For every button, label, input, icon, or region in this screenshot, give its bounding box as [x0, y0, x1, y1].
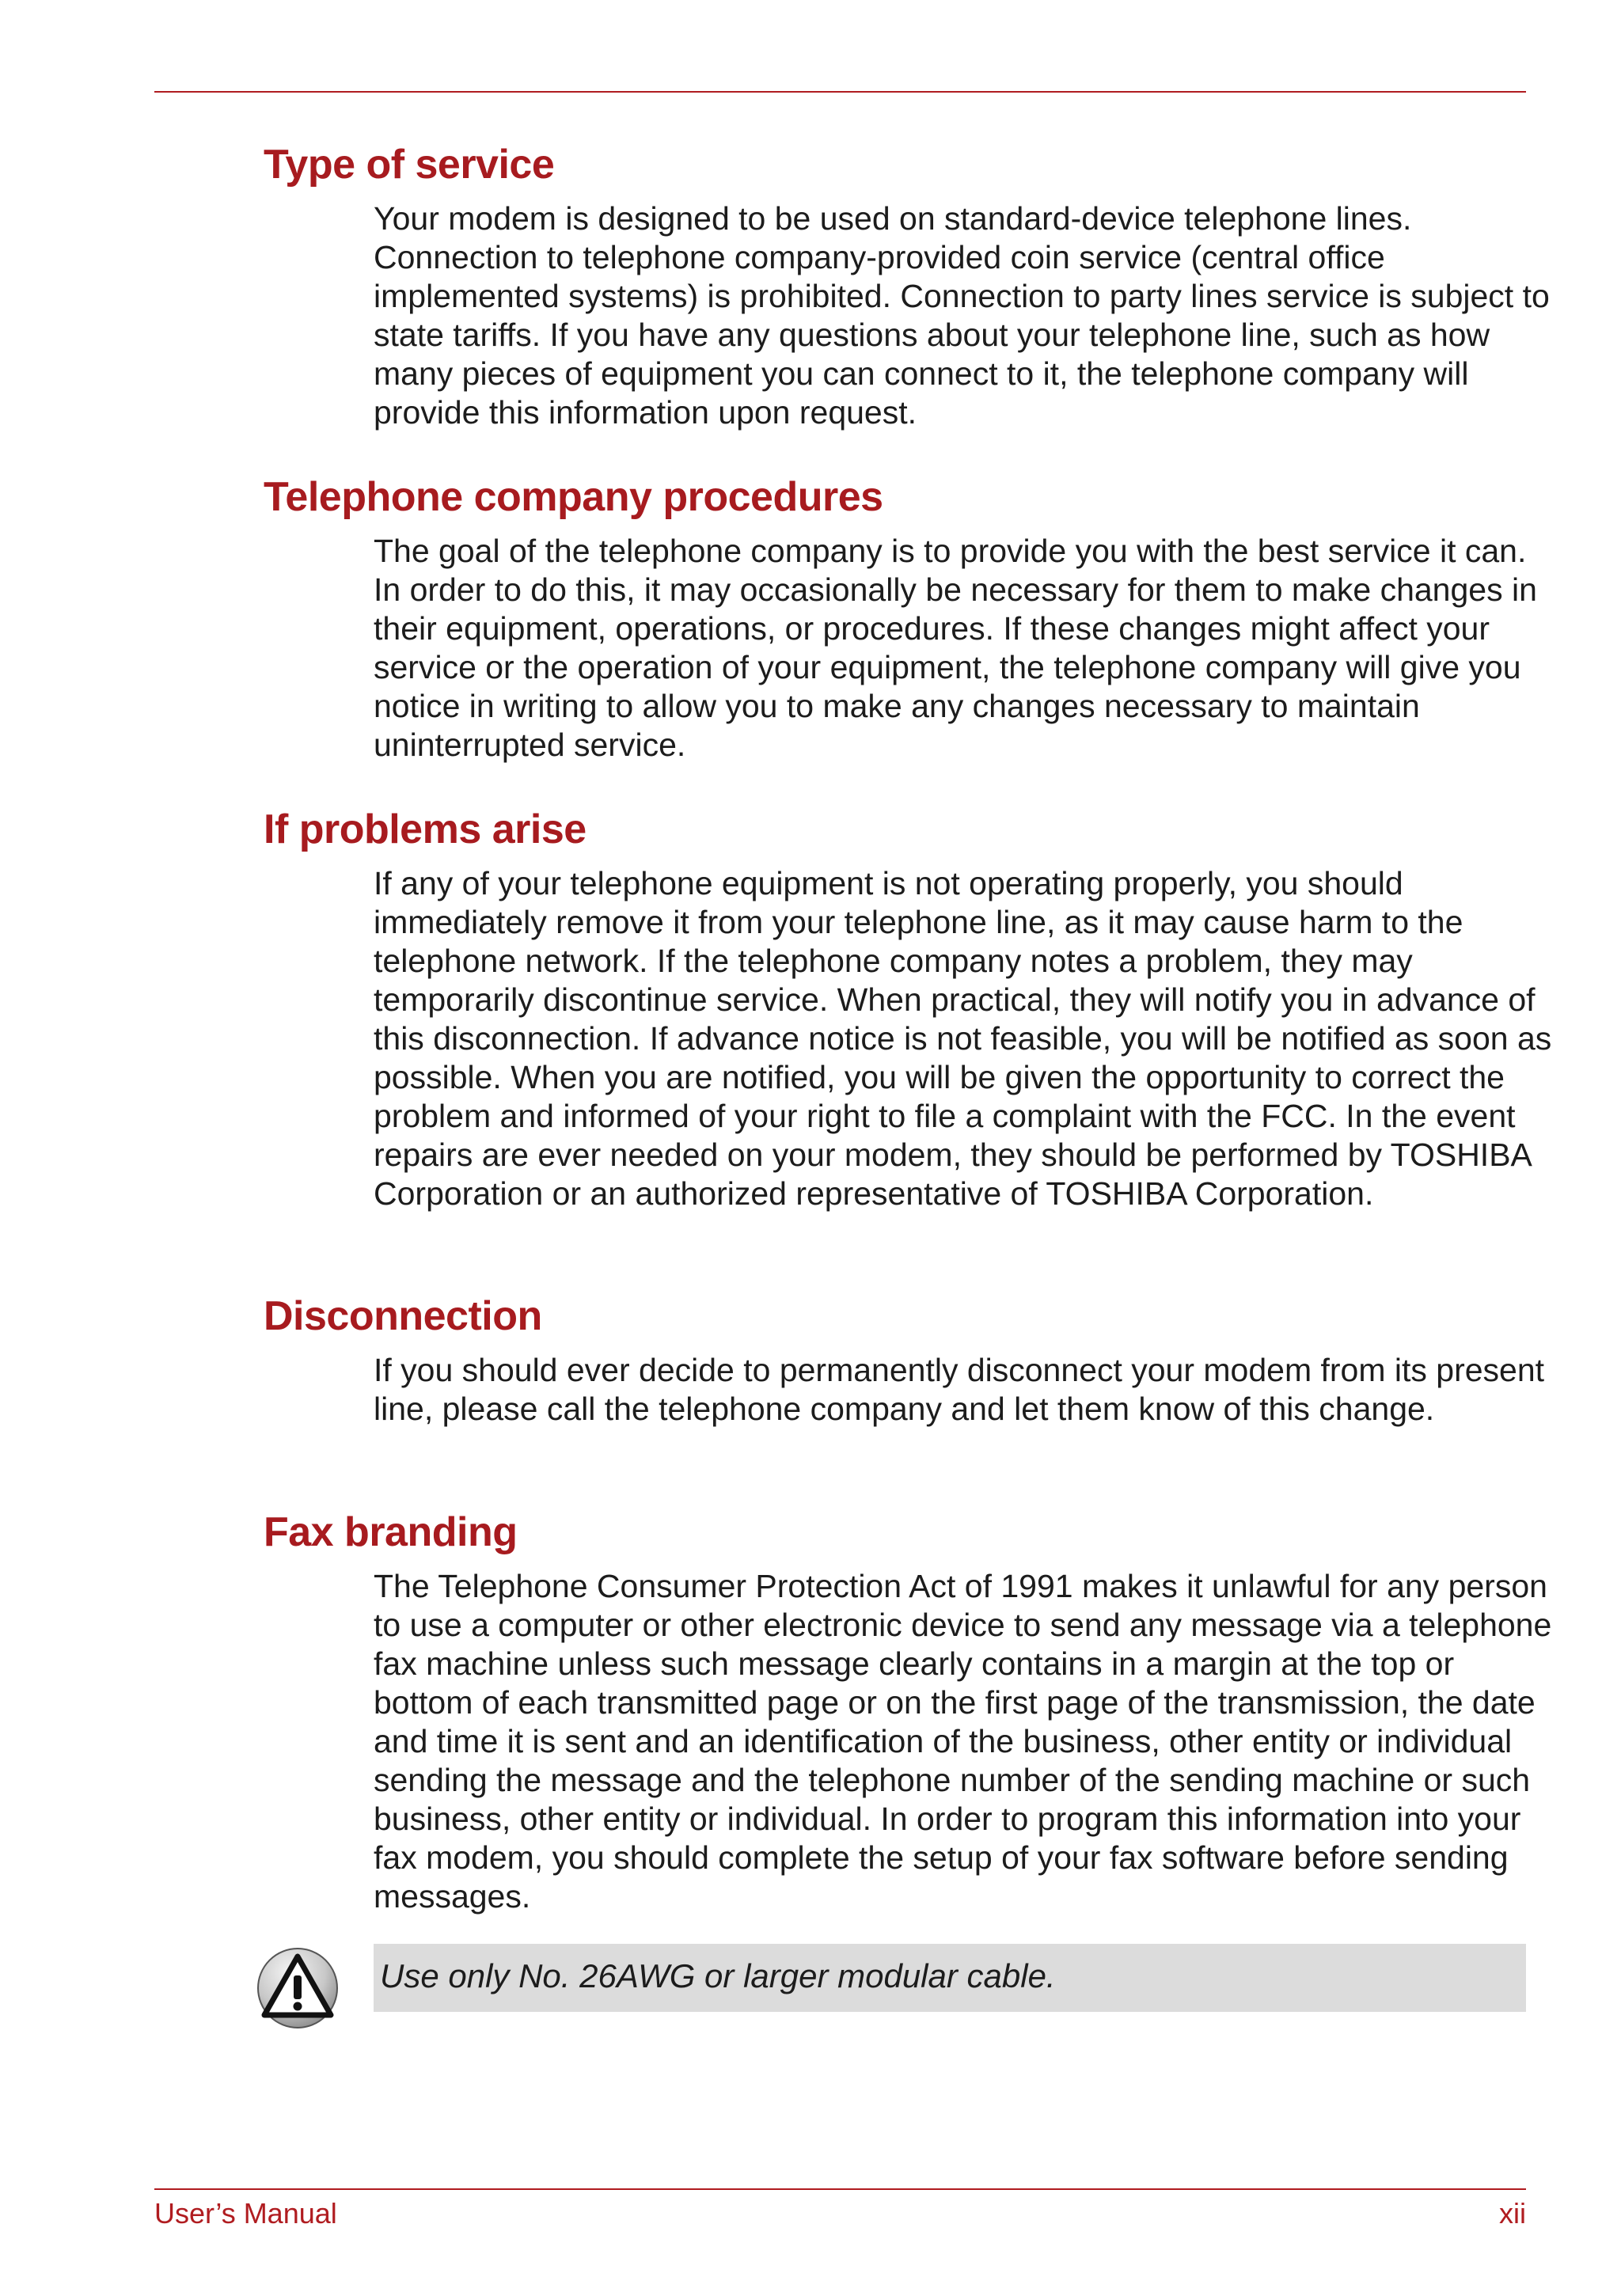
section-telephone-company-procedures — [264, 473, 1537, 765]
section-body: The goal of the telephone company is to provide you with the best service it can. In order to do this, it may occasionally be necessary for them to make changes in their equipment, operations, or procedures. If these changes might affect your service or the operation of your equipment, the telephone company will give you notice in writing to allow you to make any changes necessary to maintain uninterrupted service. — [374, 533, 1537, 763]
section-heading: Type of service — [264, 142, 555, 188]
section-type-of-service — [264, 141, 1550, 432]
footer-rule — [154, 2188, 1526, 2190]
section-if-problems-arise — [264, 806, 1552, 1213]
section-fax-branding — [264, 1509, 1552, 1916]
section-disconnection — [264, 1292, 1545, 1429]
section-heading: If problems arise — [264, 806, 587, 852]
section-body: The Telephone Consumer Protection Act of 1991 makes it unlawful for any person to use a computer or other electronic device to send any message via a telephone fax machine unless such message clearly contains in a margin at the top or bottom of each transmitted page or on the first page of the transmission, the date and time it is sent and an identification of the business, other entity or individual sending the message and the telephone number of the sending machine or such business, other entity or individual. In order to program this information into your fax modem, you should complete the setup of your fax software before sending messages. — [374, 1568, 1552, 1915]
section-body: If any of your telephone equipment is not operating properly, you should immediately remove it from your telephone line, as it may cause harm to the telephone network. If the telephone company notes a problem, they may temporarily discontinue service. When practical, they will notify you in advance of this disconnection. If advance notice is not feasible, you will be notified as soon as possible. When you are notified, you will be given the opportunity to correct the problem and informed of your right to file a complaint with the FCC. In the event repairs are ever needed on your modem, they should be performed by TOSHIBA Corporation or an authorized representative of TOSHIBA Corporation. — [374, 865, 1552, 1212]
section-body: If you should ever decide to permanently disconnect your modem from its present line, please call the telephone company and let them know of this change. — [374, 1352, 1545, 1427]
caution-note — [374, 1944, 1526, 2012]
footer-page-number: xii — [1499, 2197, 1526, 2230]
header-rule — [154, 91, 1526, 93]
section-body: Your modem is designed to be used on standard-device telephone lines. Connection to telephone company-provided coin service (central office implemented systems) is prohibited. Connection to party lines service is subject to state tariffs. If you have any questions about your telephone line, such as how many pieces of equipment you can connect to it, the telephone company will provide this information upon request. — [374, 200, 1550, 431]
section-heading: Fax branding — [264, 1509, 518, 1555]
section-heading: Disconnection — [264, 1293, 542, 1339]
caution-icon — [255, 1945, 340, 2031]
section-heading: Telephone company procedures — [264, 474, 883, 520]
footer-manual-title: User’s Manual — [154, 2197, 337, 2230]
caution-text: Use only No. 26AWG or larger modular cable. — [380, 1957, 1056, 1994]
